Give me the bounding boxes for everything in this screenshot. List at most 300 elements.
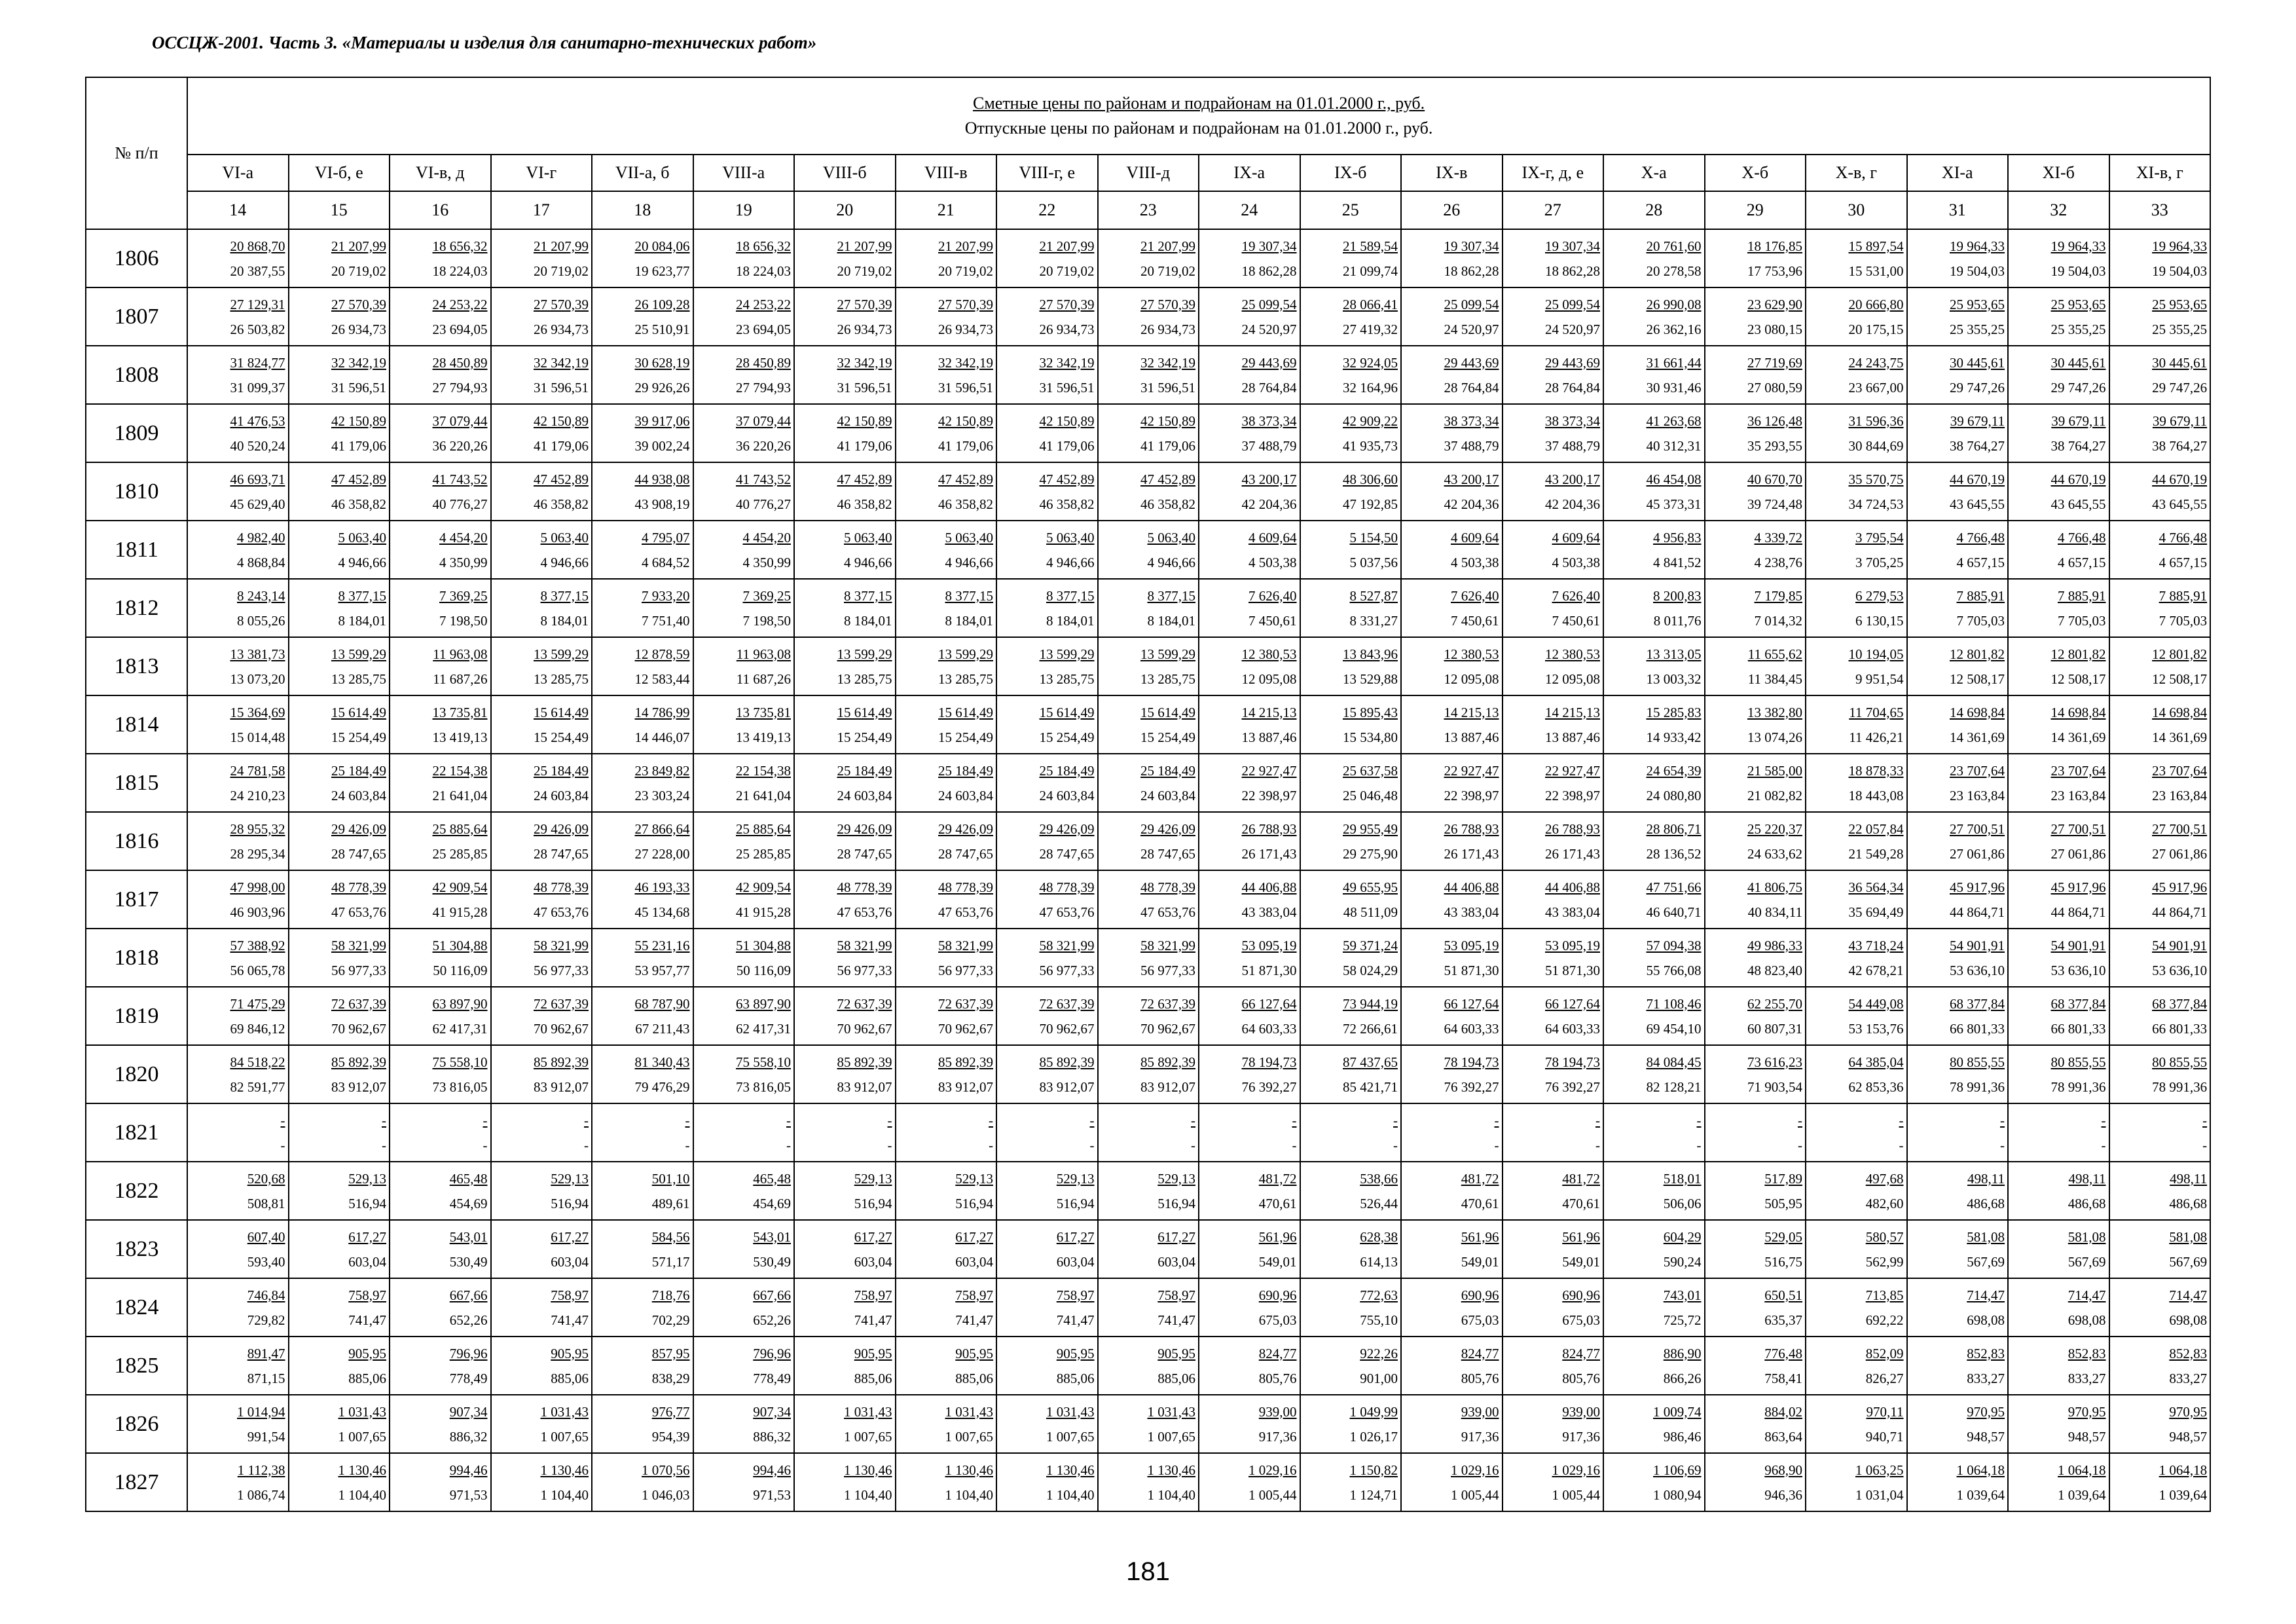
price-cell [1603,521,1705,579]
row-id: 1809 [86,404,187,462]
price-cell [2109,287,2211,346]
estimate-price: 12 801,82 [2152,646,2208,662]
estimate-price: 5 063,40 [945,529,993,545]
price-cell [491,1453,592,1511]
price-cell [1098,754,1199,812]
price-cell [2008,637,2109,695]
price-cell [1199,1220,1300,1278]
estimate-price: 1 130,46 [1046,1462,1095,1478]
release-price: 24 210,23 [230,787,285,803]
price-cell [1603,229,1705,287]
price-cell [1199,462,1300,521]
price-cell [996,229,1098,287]
estimate-price: 48 778,39 [331,879,386,895]
release-price: 26 934,73 [837,321,892,337]
price-cell [1098,287,1199,346]
release-price: 25 285,85 [432,845,488,862]
table-row [86,1103,2210,1162]
price-cell [187,462,289,521]
price-cell [1199,1453,1300,1511]
release-price: 805,76 [1461,1370,1499,1386]
estimate-price: 13 599,29 [938,646,993,662]
release-price: 25 285,85 [736,845,791,862]
estimate-price: 581,08 [2169,1228,2208,1245]
estimate-price: 538,66 [1360,1170,1398,1187]
release-price: 23 303,24 [634,787,690,803]
price-cell [896,229,997,287]
estimate-price: - [887,1112,892,1128]
release-price: 20 719,02 [837,263,892,279]
price-cell [1300,579,1402,637]
release-price: 21 641,04 [432,787,488,803]
price-cell [187,695,289,754]
estimate-price: 11 704,65 [1849,704,1904,720]
price-cell [1401,929,1503,987]
price-cell [592,870,693,929]
price-cell [1401,1162,1503,1220]
release-price: 4 946,66 [540,554,589,570]
release-price: 886,32 [449,1428,488,1445]
price-cell [693,929,795,987]
estimate-price: 905,95 [1056,1345,1095,1361]
price-cell [2109,1395,2211,1453]
price-cell [1098,1278,1199,1337]
release-price: 23 163,84 [2050,787,2106,803]
price-cell [1199,637,1300,695]
release-price: 20 387,55 [230,263,285,279]
release-price: 28 747,65 [1039,845,1095,862]
estimate-price: 15 895,43 [1343,704,1398,720]
price-cell [1300,637,1402,695]
release-price: 4 946,66 [945,554,993,570]
price-cell [996,404,1098,462]
price-cell [1098,987,1199,1045]
estimate-price: 29 426,09 [1039,821,1095,837]
release-price: 3 705,25 [1855,554,1904,570]
price-cell [693,1220,795,1278]
release-price: 56 065,78 [230,962,285,978]
price-cell [390,1278,491,1337]
price-cell [1705,1045,1806,1103]
estimate-price: - [786,1112,791,1128]
row-id: 1822 [86,1162,187,1220]
price-cell [1603,346,1705,404]
release-price: - [1899,1137,1904,1153]
estimate-price: 19 307,34 [1241,238,1297,254]
price-cell [2008,1395,2109,1453]
price-cell [390,812,491,870]
release-price: 27 080,59 [1747,379,1802,396]
release-price: 778,49 [449,1370,488,1386]
estimate-price: - [584,1112,589,1128]
release-price: 25 355,25 [2050,321,2106,337]
column-index: 33 [2109,191,2211,229]
price-cell [1907,404,2009,462]
estimate-price: 25 099,54 [1444,296,1499,312]
price-cell [1401,521,1503,579]
price-cell [1300,1103,1402,1162]
price-cell [1907,462,2009,521]
release-price: 30 844,69 [1848,437,1904,454]
price-cell [1401,1395,1503,1453]
release-price: 4 868,84 [237,554,285,570]
price-cell [1705,1278,1806,1337]
price-cell [289,637,390,695]
release-price: 85 421,71 [1343,1079,1398,1095]
estimate-price: 57 094,38 [1646,937,1702,953]
release-price: 28 764,84 [1444,379,1499,396]
estimate-price: 27 570,39 [938,296,993,312]
estimate-price: 718,76 [651,1287,690,1303]
price-cell [289,1103,390,1162]
estimate-price: 27 700,51 [1950,821,2005,837]
estimate-price: 970,95 [2169,1403,2208,1420]
price-cell [1098,462,1199,521]
release-price: 614,13 [1360,1253,1398,1270]
price-cell [390,521,491,579]
price-cell [794,1162,896,1220]
estimate-price: - [1595,1112,1600,1128]
release-price: 13 074,26 [1747,729,1802,745]
estimate-price: 24 654,39 [1646,762,1702,779]
row-id: 1827 [86,1453,187,1511]
estimate-price: 7 885,91 [2058,587,2106,604]
estimate-price: 26 109,28 [634,296,690,312]
release-price: 26 934,73 [938,321,993,337]
release-price: 51 871,30 [1545,962,1600,978]
price-cell [1199,812,1300,870]
release-price: 26 171,43 [1241,845,1297,862]
estimate-price: 886,90 [1663,1345,1702,1361]
estimate-price: 23 849,82 [634,762,690,779]
price-cell [794,1278,896,1337]
estimate-price: 84 084,45 [1646,1054,1702,1070]
price-cell [1705,987,1806,1045]
release-price: 7 450,61 [1248,612,1297,629]
release-price: 567,69 [1967,1253,2005,1270]
release-price: 27 419,32 [1343,321,1398,337]
estimate-price: 68 377,84 [1950,995,2005,1012]
release-price: 20 278,58 [1646,263,1702,279]
estimate-price: 1 130,46 [540,1462,589,1478]
price-cell [592,929,693,987]
column-index: 21 [896,191,997,229]
estimate-price: 14 698,84 [2152,704,2208,720]
price-cell [2008,1220,2109,1278]
estimate-price: 581,08 [1967,1228,2005,1245]
release-price: 4 350,99 [439,554,488,570]
release-price: 42 204,36 [1545,496,1600,512]
estimate-price: 78 194,73 [1545,1054,1600,1070]
release-price: 46 903,96 [230,904,285,920]
price-cell [1199,521,1300,579]
estimate-price: 29 426,09 [1140,821,1195,837]
price-cell [1199,1162,1300,1220]
release-price: 41 179,06 [331,437,386,454]
price-cell [794,287,896,346]
estimate-price: 41 743,52 [736,471,791,487]
release-price: 38 764,27 [2152,437,2208,454]
estimate-price: 64 385,04 [1848,1054,1904,1070]
estimate-price: 8 377,15 [540,587,589,604]
release-price: 1 124,71 [1349,1486,1398,1503]
estimate-price: 47 452,89 [534,471,589,487]
price-cell [2008,1162,2109,1220]
estimate-price: 48 778,39 [837,879,892,895]
price-cell [2109,1045,2211,1103]
release-price: 4 657,15 [1956,554,2005,570]
price-cell [390,1162,491,1220]
release-price: 13 529,88 [1343,671,1398,687]
release-price: 4 350,99 [742,554,791,570]
release-price: 64 603,33 [1444,1020,1499,1037]
estimate-price: 58 321,99 [938,937,993,953]
price-cell [794,462,896,521]
release-price: 14 446,07 [634,729,690,745]
estimate-price: 758,97 [1056,1287,1095,1303]
release-price: 22 398,97 [1241,787,1297,803]
release-price: 41 179,06 [534,437,589,454]
estimate-price: 25 885,64 [736,821,791,837]
price-cell [896,1453,997,1511]
price-cell [491,1103,592,1162]
release-price: 516,94 [955,1195,993,1211]
estimate-price: 4 609,64 [1451,529,1499,545]
release-price: 14 361,69 [2050,729,2106,745]
release-price: 7 450,61 [1552,612,1600,629]
estimate-price: 1 130,46 [338,1462,386,1478]
estimate-price: 18 656,32 [736,238,791,254]
estimate-price: 4 609,64 [1552,529,1600,545]
district-header: IX-в [1401,155,1503,191]
estimate-price: 49 655,95 [1343,879,1398,895]
price-cell [187,1162,289,1220]
price-cell [794,346,896,404]
release-price: 83 912,07 [331,1079,386,1095]
price-cell [491,346,592,404]
release-price: 23 163,84 [1950,787,2005,803]
release-price: 46 358,82 [837,496,892,512]
estimate-price: 617,27 [854,1228,892,1245]
estimate-price: 970,11 [1866,1403,1904,1420]
estimate-price: 66 127,64 [1241,995,1297,1012]
price-cell [390,346,491,404]
estimate-price: 32 342,19 [1140,354,1195,371]
price-cell [1300,1045,1402,1103]
table-title-row [86,77,2210,155]
estimate-price: 8 527,87 [1349,587,1398,604]
release-price: 12 508,17 [1950,671,2005,687]
release-price: 8 184,01 [540,612,589,629]
price-cell [491,870,592,929]
estimate-price: 8 377,15 [1046,587,1095,604]
district-header: VIII-г, е [996,155,1098,191]
price-cell [187,521,289,579]
price-cell [1401,346,1503,404]
price-cell [1806,1453,1907,1511]
price-cell [1806,462,1907,521]
release-price: 41 179,06 [938,437,993,454]
price-cell [693,987,795,1045]
release-price: 603,04 [348,1253,386,1270]
estimate-price: 7 885,91 [1956,587,2005,604]
estimate-price: 1 064,18 [2058,1462,2106,1478]
price-cell [1199,287,1300,346]
table-body [86,229,2210,1511]
estimate-price: 1 106,69 [1653,1462,1702,1478]
estimate-price: 32 342,19 [1039,354,1095,371]
estimate-price: 15 897,54 [1848,238,1904,254]
estimate-price: 42 150,89 [1140,413,1195,429]
estimate-price: 5 154,50 [1349,529,1398,545]
release-price: 13 285,75 [1039,671,1095,687]
estimate-price: 12 380,53 [1444,646,1499,662]
estimate-price: 714,47 [2169,1287,2208,1303]
release-price: 82 128,21 [1646,1079,1702,1095]
estimate-price: 51 304,88 [432,937,488,953]
release-price: 79 476,29 [634,1079,690,1095]
estimate-price: 690,96 [1461,1287,1499,1303]
release-price: 15 254,49 [534,729,589,745]
release-price: 562,99 [1865,1253,1904,1270]
price-cell [2008,695,2109,754]
release-price: 549,01 [1562,1253,1600,1270]
price-cell [896,521,997,579]
estimate-price: 40 670,70 [1747,471,1802,487]
release-price: 13 285,75 [938,671,993,687]
release-price: 29 747,26 [2050,379,2106,396]
price-cell [693,1103,795,1162]
price-cell [1401,1278,1503,1337]
release-price: 28 295,34 [230,845,285,862]
release-price: 725,72 [1663,1312,1702,1328]
estimate-price: 14 215,13 [1545,704,1600,720]
estimate-price: 907,34 [449,1403,488,1420]
estimate-price: 37 079,44 [736,413,791,429]
estimate-price: 31 661,44 [1646,354,1702,371]
price-cell [1199,1337,1300,1395]
release-price: 69 846,12 [230,1020,285,1037]
price-cell [693,754,795,812]
price-cell [1603,1453,1705,1511]
price-cell [1603,1395,1705,1453]
release-price: 741,47 [348,1312,386,1328]
price-cell [693,521,795,579]
estimate-price: 25 184,49 [837,762,892,779]
price-cell [1503,521,1604,579]
release-price: - [1393,1137,1398,1153]
price-cell [1603,1162,1705,1220]
price-cell [1705,1453,1806,1511]
estimate-price: 14 215,13 [1444,704,1499,720]
price-cell [794,1045,896,1103]
release-price: 64 603,33 [1545,1020,1600,1037]
release-price: 11 384,45 [1747,671,1802,687]
release-price: 66 801,33 [2050,1020,2106,1037]
estimate-price: 21 207,99 [1140,238,1195,254]
release-price: 698,08 [2169,1312,2208,1328]
price-cell [1401,1220,1503,1278]
release-price: 42 204,36 [1444,496,1499,512]
estimate-price: 42 150,89 [534,413,589,429]
estimate-price: 713,85 [1865,1287,1904,1303]
price-cell [1300,1162,1402,1220]
price-cell [1907,229,2009,287]
estimate-price: 1 130,46 [1147,1462,1195,1478]
estimate-price: 24 253,22 [736,296,791,312]
release-price: 675,03 [1258,1312,1297,1328]
estimate-price: 8 377,15 [1147,587,1195,604]
release-price: 26 362,16 [1646,321,1702,337]
estimate-price: 84 518,22 [230,1054,285,1070]
price-cell [1705,929,1806,987]
price-cell [2008,987,2109,1045]
estimate-price: 78 194,73 [1444,1054,1499,1070]
release-price: 42 204,36 [1241,496,1297,512]
price-cell [794,637,896,695]
estimate-price: 604,29 [1663,1228,1702,1245]
price-cell [187,637,289,695]
price-cell [1907,579,2009,637]
release-price: 833,27 [1967,1370,2005,1386]
release-price: 70 962,67 [1140,1020,1195,1037]
price-cell [187,404,289,462]
estimate-price: 905,95 [854,1345,892,1361]
estimate-price: 529,13 [1056,1170,1095,1187]
column-index: 15 [289,191,390,229]
price-cell [1705,1162,1806,1220]
price-cell [187,229,289,287]
price-cell [1503,1220,1604,1278]
estimate-price: 561,96 [1258,1228,1297,1245]
estimate-price: 20 084,06 [634,238,690,254]
estimate-price: 58 321,99 [837,937,892,953]
estimate-price: 20 666,80 [1848,296,1904,312]
release-price: 31 596,51 [837,379,892,396]
estimate-price: 35 570,75 [1848,471,1904,487]
estimate-price: 970,95 [1967,1403,2005,1420]
release-price: 1 031,04 [1855,1486,1904,1503]
estimate-price: 25 184,49 [1039,762,1095,779]
estimate-price: 58 321,99 [1140,937,1195,953]
release-price: 7 450,61 [1451,612,1499,629]
price-cell [289,346,390,404]
release-price: 13 887,46 [1241,729,1297,745]
price-cell [390,754,491,812]
estimate-price: 68 377,84 [2152,995,2208,1012]
release-price: 7 705,03 [2058,612,2106,629]
release-price: 778,49 [753,1370,791,1386]
release-price: 833,27 [2068,1370,2106,1386]
estimate-price: 38 373,34 [1545,413,1600,429]
estimate-price: 907,34 [753,1403,791,1420]
estimate-price: 27 570,39 [1039,296,1095,312]
release-price: 26 503,82 [230,321,285,337]
price-cell [1806,929,1907,987]
release-price: 885,06 [955,1370,993,1386]
estimate-price: 42 909,54 [736,879,791,895]
release-price: 805,76 [1258,1370,1297,1386]
price-cell [1806,1220,1907,1278]
release-price: 19 623,77 [634,263,690,279]
estimate-price: 22 927,47 [1444,762,1499,779]
estimate-price: 48 778,39 [1039,879,1095,895]
column-index: 17 [491,191,592,229]
estimate-price: 42 909,22 [1343,413,1398,429]
estimate-price: 22 927,47 [1241,762,1297,779]
table-row [86,229,2210,287]
estimate-price: 30 445,61 [2050,354,2106,371]
